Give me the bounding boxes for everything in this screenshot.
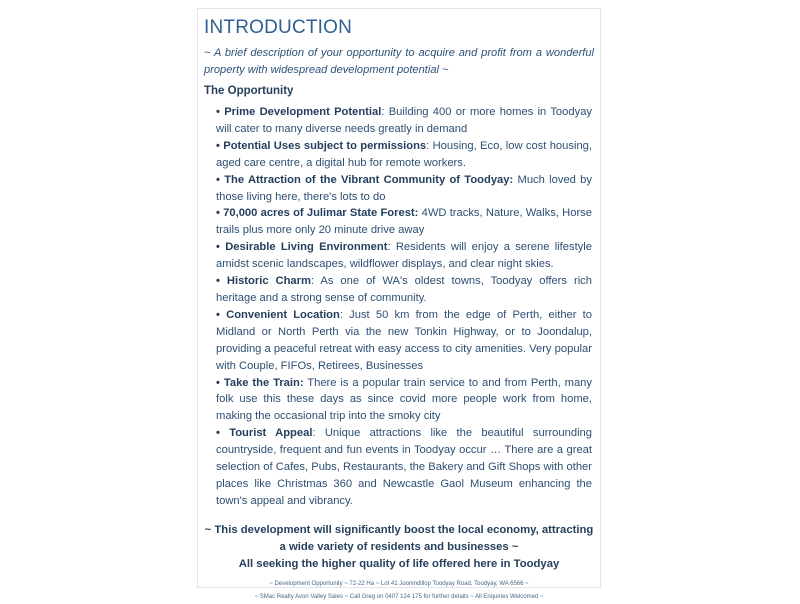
item-label: 70,000 acres of Julimar State Forest: (223, 207, 419, 220)
list-item (216, 307, 592, 375)
closing-statement (204, 522, 594, 573)
bullet-icon: • (216, 241, 220, 254)
closing-line-2: All seeking the higher quality of life offered here in Toodyay (238, 557, 560, 570)
item-label: Historic Charm (226, 275, 311, 288)
item-text: There is a popular train service to and from Perth, many folk use this these days as since covid more people work from home, making the occasional trip into the smoky city (216, 376, 592, 423)
footer-line-2: ~ SMac Realty Avon Valley Sales ~ Call Greg on 0407 124 175 for further details ~ All Enquiries Welcomed ~ (254, 593, 544, 600)
bullet-icon: • (216, 308, 220, 321)
bullet-icon: • (216, 207, 220, 220)
item-label: Tourist Appeal (229, 427, 313, 440)
item-label: Take the Train: (223, 376, 304, 389)
list-item (216, 375, 592, 426)
list-item (216, 104, 592, 138)
section-heading: The Opportunity (204, 85, 294, 97)
list-item (216, 239, 592, 273)
document-page (197, 8, 601, 600)
page-title: INTRODUCTION (204, 17, 353, 38)
item-text: Much loved by those living here, there's lots to do (216, 173, 593, 203)
footer-line-1: ~ Development Opportunity ~ 72-22 Ha ~ Lot 41 Joonindillop Toodyay Road, Toodyay, WA 6566 ~ (269, 580, 529, 587)
item-text: : Unique attractions like the beautiful surrounding countryside, frequent and fun events in Toodyay occur … There are a great selection of Cafes, Pubs, Restaurants, the Bakery and Gift Shops with other places like Christmas 360 and Newcastle Gaol Museum enhancing the town's appeal and vibrancy. (216, 427, 593, 507)
item-text: : Just 50 km from the edge of Perth, either to Midland or North Perth via the new Tonkin Highway, or to Joondalup, providing a peaceful retreat with easy access to city amenities. Very popular with Couple, FIFOs, Retirees, Businesses (216, 308, 593, 372)
intro-subtitle: ~ A brief description of your opportunity to acquire and profit from a wonderful property with widespread development potential ~ (204, 47, 594, 76)
bullet-icon: • (216, 173, 220, 186)
bullet-icon: • (216, 106, 220, 118)
item-text: : As one of WA's oldest towns, Toodyay offers rich heritage and a strong sense of community. (216, 275, 592, 304)
item-label: Convenient Location (226, 308, 340, 321)
item-label: Potential Uses subject to permissions (223, 139, 427, 152)
item-label: Desirable Living Environment (225, 241, 388, 254)
item-text: : Housing, Eco, low cost housing, aged care centre, a digital hub for remote workers. (216, 139, 593, 169)
list-item (216, 273, 592, 307)
list-item (216, 205, 592, 239)
item-text: 4WD tracks, Nature, Walks, Horse trails plus more only 20 minute drive away (216, 207, 592, 237)
closing-line-1: ~ This development will significantly boost the local economy, attracting a wide variety of residents and businesses ~ (204, 523, 594, 553)
item-text: : Building 400 or more homes in Toodyay will cater to many diverse needs greatly in demand (216, 106, 593, 135)
list-item (216, 172, 592, 206)
bullet-icon: • (216, 275, 220, 288)
opportunity-list (204, 104, 594, 510)
bullet-icon: • (216, 139, 220, 152)
list-item (216, 138, 592, 172)
list-item (216, 425, 592, 510)
item-label: The Attraction of the Vibrant Community of Toodyay: (224, 173, 514, 186)
item-text: : Residents will enjoy a serene lifestyle amidst scenic landscapes, wildflower displays, and clear night skies. (216, 241, 592, 271)
bullet-icon: • (216, 427, 220, 440)
item-label: Prime Development Potential (224, 106, 382, 118)
bullet-icon: • (216, 376, 220, 389)
